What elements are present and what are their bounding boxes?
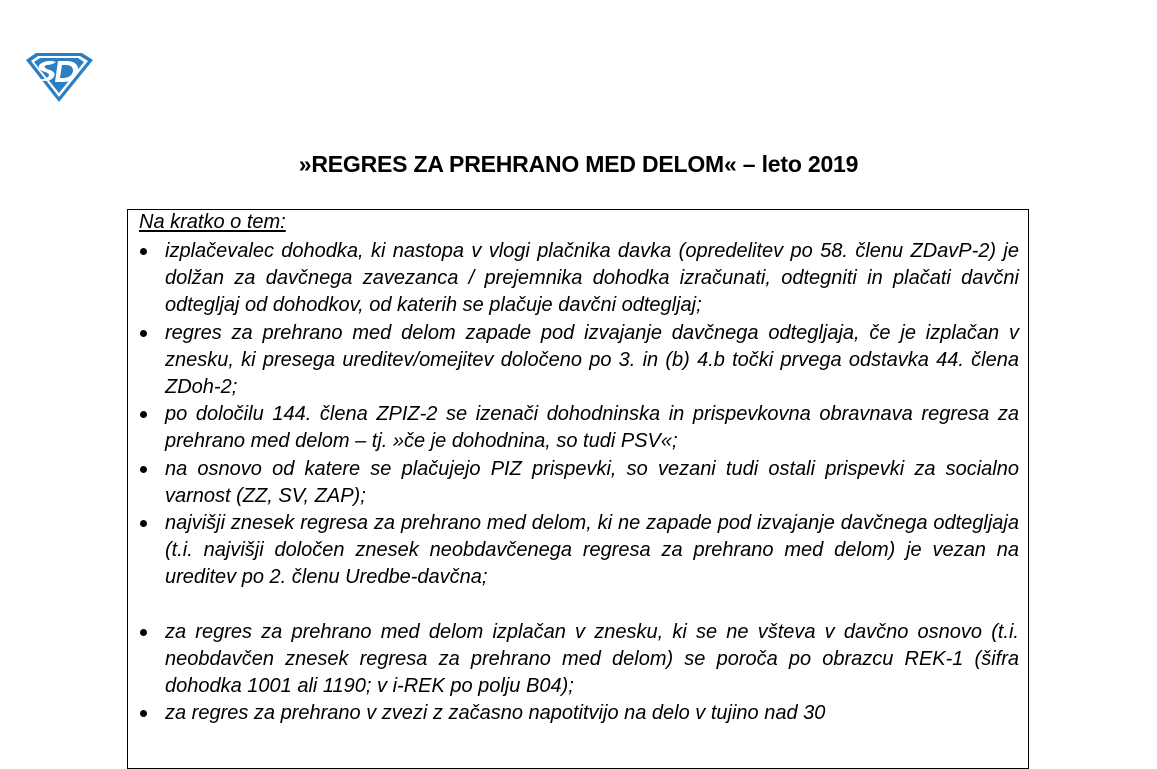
bullet-dot-icon xyxy=(140,411,147,418)
summary-heading: Na kratko o tem: xyxy=(139,211,286,233)
bullet-item xyxy=(128,238,1028,320)
bullet-item xyxy=(128,700,1028,727)
summary-bullet-list xyxy=(128,238,1028,727)
bullet-text: na osnovo od katere se plačujejo PIZ prispevki, so vezani tudi ostali prispevki za socialno varnost (ZZ, SV, ZAP); xyxy=(165,457,1019,507)
bullet-text: regres za prehrano med delom zapade pod izvajanje davčnega odtegljaja, če je izplačan v znesku, ki presega ureditev/omejitev določeno po 3. in (b) 4.b točki prvega odstavka 44. člena ZDoh-2; xyxy=(165,321,1019,399)
bullet-item xyxy=(128,510,1028,592)
spacer xyxy=(128,592,1028,619)
bullet-dot-icon xyxy=(140,466,147,473)
bullet-dot-icon xyxy=(140,710,147,717)
bullet-dot-icon xyxy=(140,330,147,337)
bullet-text: najvišji znesek regresa za prehrano med delom, ki ne zapade pod izvajanje davčnega odtegljaja (t.i. najvišji določen znesek neobdavčenega regresa za prehrano med delom) je vezan na ureditev po 2. členu Uredbe-davčna; xyxy=(165,512,1019,589)
bullet-text: izplačevalec dohodka, ki nastopa v vlogi plačnika davka (opredelitev po 58. členu ZDavP-2) je dolžan za davčnega zavezanca / prejemnika dohodka izračunati, odtegniti in plačati davčni odtegljaj od dohodkov, od katerih se plačuje davčni odtegljaj; xyxy=(165,240,1019,317)
summary-box xyxy=(127,209,1029,769)
bullet-text: po določilu 144. člena ZPIZ-2 se izenači dohodninska in prispevkovna obravnava regresa za prehrano med delom – tj. »če je dohodnina, so tudi PSV«; xyxy=(165,403,1019,453)
bullet-item xyxy=(128,320,1028,402)
bullet-dot-icon xyxy=(140,629,147,636)
bullet-item xyxy=(128,619,1028,701)
bullet-text: za regres za prehrano med delom izplačan v znesku, ki se ne všteva v davčno osnovo (t.i. neobdavčen znesek regresa za prehrano med delom) se poroča po obrazcu REK-1 (šifra dohodka 1001 ali 1190; v i-REK po polju B04); xyxy=(165,620,1019,698)
bullet-item xyxy=(128,456,1028,510)
bullet-dot-icon xyxy=(140,248,147,255)
bullet-item xyxy=(128,401,1028,455)
sd-shield-logo-icon xyxy=(22,50,96,104)
document-title: »REGRES ZA PREHRANO MED DELOM« – leto 2019 xyxy=(298,151,859,177)
bullet-dot-icon xyxy=(140,520,147,527)
bullet-text: za regres za prehrano v zvezi z začasno napotitvijo na delo v tujino nad 30 xyxy=(165,702,826,725)
